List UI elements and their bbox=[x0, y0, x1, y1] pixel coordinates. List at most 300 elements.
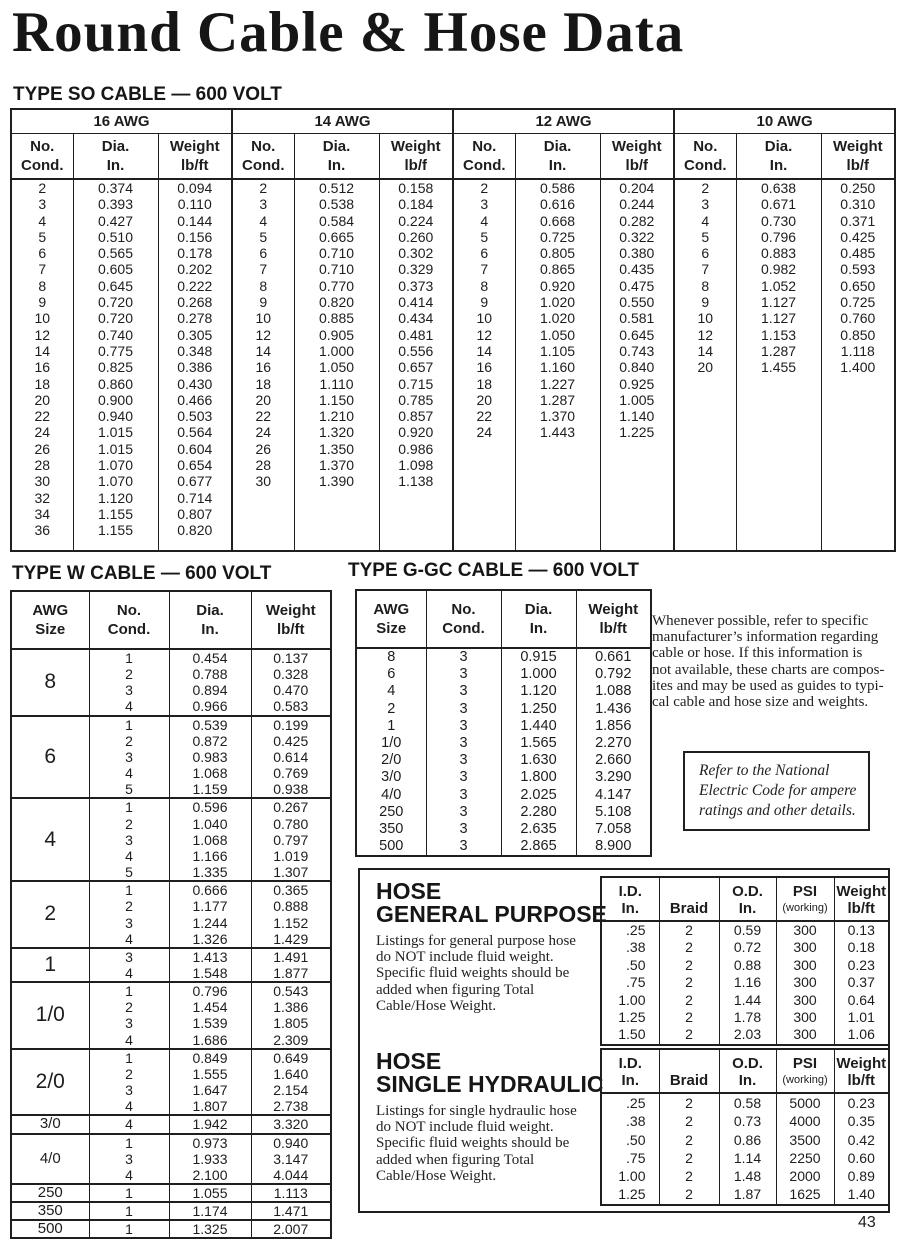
cell: 1.565 bbox=[501, 735, 576, 752]
cell: 0.485 bbox=[821, 245, 895, 261]
cell: 0.89 bbox=[834, 1167, 889, 1185]
cell bbox=[736, 376, 821, 392]
cell: 0.796 bbox=[169, 982, 251, 999]
cell: 18 bbox=[11, 376, 73, 392]
cell: 2 bbox=[89, 733, 169, 749]
text-line: cable or hose. If this information is bbox=[652, 645, 863, 662]
cell: 0.512 bbox=[294, 179, 379, 196]
cell: 3 bbox=[426, 718, 501, 735]
column-header: No. Cond. bbox=[426, 590, 501, 648]
text-line: Listings for single hydraulic hose bbox=[376, 1103, 577, 1119]
cell: 0.72 bbox=[719, 939, 776, 956]
cell: 350 bbox=[356, 821, 426, 838]
cell: 0.616 bbox=[515, 196, 600, 212]
cell: 0.583 bbox=[251, 698, 331, 715]
cell: 0.199 bbox=[251, 716, 331, 733]
cell: .38 bbox=[601, 939, 659, 956]
cell: 4 bbox=[89, 1115, 169, 1133]
hose-subtitle: GENERAL PURPOSE bbox=[376, 901, 607, 927]
cell: 0.302 bbox=[379, 245, 453, 261]
cell: 300 bbox=[776, 992, 834, 1009]
cell: 12 bbox=[232, 327, 294, 343]
cell: 6 bbox=[453, 245, 515, 261]
table-row bbox=[11, 278, 895, 294]
cell: 0.973 bbox=[169, 1134, 251, 1151]
cell: 4 bbox=[89, 965, 169, 982]
table-row bbox=[11, 392, 895, 408]
cell: 0.329 bbox=[379, 261, 453, 277]
cell: 3.320 bbox=[251, 1115, 331, 1133]
column-header: Dia. In. bbox=[501, 590, 576, 648]
so-cable-heading: TYPE SO CABLE — 600 VOLT bbox=[13, 84, 282, 105]
cell: 2 bbox=[659, 921, 719, 939]
cell: 0.900 bbox=[73, 392, 158, 408]
cell: 0.386 bbox=[158, 359, 232, 375]
cell bbox=[600, 441, 674, 457]
cell: 5 bbox=[453, 229, 515, 245]
cell: 0.23 bbox=[834, 1093, 889, 1112]
cell: 1.877 bbox=[251, 965, 331, 982]
hose-title: HOSE bbox=[376, 878, 442, 904]
table-row bbox=[11, 982, 331, 999]
cell: 0.158 bbox=[379, 179, 453, 196]
awg-size-cell: 3/0 bbox=[11, 1115, 89, 1133]
cell: 2000 bbox=[776, 1167, 834, 1185]
cell: 1.454 bbox=[169, 999, 251, 1015]
cell: 1.050 bbox=[294, 359, 379, 375]
cell: 0.668 bbox=[515, 213, 600, 229]
table-row bbox=[11, 261, 895, 277]
cell: 8 bbox=[674, 278, 736, 294]
cell: 14 bbox=[453, 343, 515, 359]
page-title: Round Cable & Hose Data bbox=[12, 1, 685, 64]
table-row bbox=[11, 522, 895, 538]
cell: 2 bbox=[659, 1131, 719, 1149]
cell: 2.270 bbox=[576, 735, 651, 752]
cell: 0.654 bbox=[158, 457, 232, 473]
cell: 8 bbox=[356, 648, 426, 666]
cell: 1.055 bbox=[169, 1184, 251, 1202]
column-header: O.D. In. bbox=[719, 877, 776, 921]
cell: 0.720 bbox=[73, 294, 158, 310]
cell: 1.805 bbox=[251, 1015, 331, 1031]
cell: 1.287 bbox=[515, 392, 600, 408]
cell: 3 bbox=[426, 648, 501, 666]
cell: 7 bbox=[232, 261, 294, 277]
cell: 34 bbox=[11, 506, 73, 522]
cell: 1.174 bbox=[169, 1202, 251, 1220]
cell: 16 bbox=[453, 359, 515, 375]
cell: 1.210 bbox=[294, 408, 379, 424]
cell: 1.070 bbox=[73, 457, 158, 473]
cell bbox=[674, 457, 736, 473]
cell: 0.649 bbox=[251, 1049, 331, 1066]
cell: 4 bbox=[89, 931, 169, 948]
cell: 5 bbox=[232, 229, 294, 245]
cell: 0.596 bbox=[169, 798, 251, 815]
awg-size-cell: 6 bbox=[11, 716, 89, 799]
cell: 4 bbox=[232, 213, 294, 229]
cell bbox=[453, 522, 515, 538]
table-row bbox=[11, 506, 895, 522]
cell: 0.454 bbox=[169, 649, 251, 666]
hose-description bbox=[376, 1103, 601, 1184]
cell: 1.325 bbox=[169, 1220, 251, 1238]
table-row bbox=[601, 939, 889, 956]
cell: 0.435 bbox=[600, 261, 674, 277]
cell: 1.005 bbox=[600, 392, 674, 408]
cell: 3 bbox=[426, 666, 501, 683]
cell: 0.614 bbox=[251, 749, 331, 765]
cell: 2 bbox=[356, 701, 426, 718]
cell: 1.152 bbox=[251, 915, 331, 931]
cell: 0.86 bbox=[719, 1131, 776, 1149]
cell: 1.244 bbox=[169, 915, 251, 931]
page-number: 43 bbox=[858, 1214, 876, 1231]
table-row bbox=[601, 877, 889, 921]
cell: 5 bbox=[11, 229, 73, 245]
column-header: No. Cond. bbox=[674, 133, 736, 179]
cell bbox=[515, 539, 600, 551]
cell: 7 bbox=[453, 261, 515, 277]
cell: 0.224 bbox=[379, 213, 453, 229]
cell: 4 bbox=[89, 698, 169, 715]
cell: 5000 bbox=[776, 1093, 834, 1112]
cell: 0.840 bbox=[600, 359, 674, 375]
cell: 8 bbox=[453, 278, 515, 294]
column-header: Braid bbox=[659, 1049, 719, 1093]
table-row bbox=[11, 649, 331, 666]
cell: 0.328 bbox=[251, 666, 331, 682]
cell: 0.645 bbox=[600, 327, 674, 343]
cell: 0.730 bbox=[736, 213, 821, 229]
cell: 0.885 bbox=[294, 310, 379, 326]
cell bbox=[600, 539, 674, 551]
cell: 3 bbox=[89, 832, 169, 848]
cell bbox=[515, 522, 600, 538]
cell: 1 bbox=[89, 649, 169, 666]
cell: 3 bbox=[89, 682, 169, 698]
text-line: Listings for general purpose hose bbox=[376, 933, 576, 949]
cell: 1.78 bbox=[719, 1009, 776, 1026]
text-line: manufacturer’s information regarding bbox=[652, 629, 879, 646]
cell: 3 bbox=[674, 196, 736, 212]
cell: 1.138 bbox=[379, 473, 453, 489]
cell: 300 bbox=[776, 939, 834, 956]
w-cable-table bbox=[10, 590, 332, 1239]
cell: 1.050 bbox=[515, 327, 600, 343]
table-row bbox=[11, 948, 331, 965]
column-header: I.D. In. bbox=[601, 877, 659, 921]
cell: 0.780 bbox=[251, 816, 331, 832]
cell: 0.915 bbox=[501, 648, 576, 666]
table-row bbox=[11, 591, 331, 649]
cell: 2 bbox=[11, 179, 73, 196]
cell: 0.605 bbox=[73, 261, 158, 277]
cell: 3.147 bbox=[251, 1151, 331, 1167]
cell: 0.510 bbox=[73, 229, 158, 245]
cell: 0.581 bbox=[600, 310, 674, 326]
table-row bbox=[11, 1049, 331, 1066]
cell: 0.657 bbox=[379, 359, 453, 375]
table-row bbox=[356, 648, 651, 666]
cell: 36 bbox=[11, 522, 73, 538]
cell: 1.250 bbox=[501, 701, 576, 718]
column-header: Dia. In. bbox=[736, 133, 821, 179]
cell: 0.807 bbox=[158, 506, 232, 522]
cell: 0.58 bbox=[719, 1093, 776, 1112]
ggc-cable-heading: TYPE G-GC CABLE — 600 VOLT bbox=[348, 560, 640, 581]
table-row bbox=[11, 343, 895, 359]
cell: 3 bbox=[426, 735, 501, 752]
cell: 1.25 bbox=[601, 1185, 659, 1204]
cell: 1.06 bbox=[834, 1026, 889, 1044]
cell: 1.326 bbox=[169, 931, 251, 948]
cell bbox=[821, 424, 895, 440]
cell bbox=[158, 539, 232, 551]
cell: 4 bbox=[11, 213, 73, 229]
cell: 2 bbox=[659, 1149, 719, 1167]
cell: 1.440 bbox=[501, 718, 576, 735]
cell: 0.466 bbox=[158, 392, 232, 408]
cell: 0.725 bbox=[515, 229, 600, 245]
cell: 3 bbox=[453, 196, 515, 212]
awg-size-cell: 350 bbox=[11, 1202, 89, 1220]
text-line: added when figuring Total bbox=[376, 981, 535, 998]
cell: 2250 bbox=[776, 1149, 834, 1167]
cell bbox=[515, 457, 600, 473]
cell: 0.427 bbox=[73, 213, 158, 229]
table-row bbox=[11, 408, 895, 424]
cell: 0.425 bbox=[821, 229, 895, 245]
cell: 300 bbox=[776, 921, 834, 939]
column-header: Dia. In. bbox=[73, 133, 158, 179]
cell: 0.825 bbox=[73, 359, 158, 375]
awg-size-cell: 1 bbox=[11, 948, 89, 982]
cell: 1.630 bbox=[501, 752, 576, 769]
cell bbox=[453, 457, 515, 473]
cell: 7 bbox=[674, 261, 736, 277]
table-row bbox=[356, 752, 651, 769]
cell: 2.865 bbox=[501, 838, 576, 856]
cell: 4000 bbox=[776, 1112, 834, 1130]
cell: 1.088 bbox=[576, 683, 651, 700]
cell: 3 bbox=[426, 769, 501, 786]
cell: 6 bbox=[232, 245, 294, 261]
cell bbox=[821, 522, 895, 538]
table-row bbox=[356, 735, 651, 752]
cell: 0.888 bbox=[251, 898, 331, 914]
cell: 0.244 bbox=[600, 196, 674, 212]
cell: 6 bbox=[11, 245, 73, 261]
cell: 2.635 bbox=[501, 821, 576, 838]
cell: 0.849 bbox=[169, 1049, 251, 1066]
cell bbox=[736, 490, 821, 506]
cell: 0.204 bbox=[600, 179, 674, 196]
cell: 0.260 bbox=[379, 229, 453, 245]
hose-subtitle: SINGLE HYDRAULIC bbox=[376, 1071, 604, 1097]
table-row bbox=[601, 992, 889, 1009]
cell: 0.820 bbox=[294, 294, 379, 310]
cell: 0.250 bbox=[821, 179, 895, 196]
cell: 0.374 bbox=[73, 179, 158, 196]
hose-description bbox=[376, 933, 601, 1014]
cell bbox=[674, 424, 736, 440]
table-row bbox=[601, 957, 889, 974]
cell: 1.070 bbox=[73, 473, 158, 489]
cell: 300 bbox=[776, 974, 834, 991]
cell: 0.556 bbox=[379, 343, 453, 359]
cell: 1.800 bbox=[501, 769, 576, 786]
table-row bbox=[11, 245, 895, 261]
cell: 1.942 bbox=[169, 1115, 251, 1133]
text-line: Electric Code for ampere bbox=[699, 782, 857, 799]
cell bbox=[821, 539, 895, 551]
cell: 0.666 bbox=[169, 881, 251, 898]
cell: 0.88 bbox=[719, 957, 776, 974]
cell: 2 bbox=[659, 957, 719, 974]
hose-general-purpose-text bbox=[376, 878, 607, 1014]
cell bbox=[453, 506, 515, 522]
cell: 0.966 bbox=[169, 698, 251, 715]
cell: 7 bbox=[11, 261, 73, 277]
cell: 2 bbox=[659, 939, 719, 956]
cell: 1 bbox=[89, 881, 169, 898]
cell: 0.565 bbox=[73, 245, 158, 261]
cell: 2.309 bbox=[251, 1032, 331, 1049]
cell: 2.280 bbox=[501, 804, 576, 821]
awg-group-label: 14 AWG bbox=[232, 109, 453, 133]
column-header: Weight lb/ft bbox=[834, 877, 889, 921]
cell: 0.586 bbox=[515, 179, 600, 196]
cell: 1.370 bbox=[294, 457, 379, 473]
cell: 0.380 bbox=[600, 245, 674, 261]
cell: 0.860 bbox=[73, 376, 158, 392]
cell: 2.007 bbox=[251, 1220, 331, 1238]
column-header: I.D. In. bbox=[601, 1049, 659, 1093]
cell: 1.413 bbox=[169, 948, 251, 965]
cell: 0.538 bbox=[294, 196, 379, 212]
cell: 1.227 bbox=[515, 376, 600, 392]
cell: 0.905 bbox=[294, 327, 379, 343]
cell: 2 bbox=[659, 1167, 719, 1185]
cell: 0.638 bbox=[736, 179, 821, 196]
awg-size-cell: 500 bbox=[11, 1220, 89, 1238]
cell: 0.110 bbox=[158, 196, 232, 212]
table-row bbox=[601, 1112, 889, 1130]
cell: 1.01 bbox=[834, 1009, 889, 1026]
cell: 3 bbox=[89, 749, 169, 765]
cell: 24 bbox=[11, 424, 73, 440]
cell: 1.015 bbox=[73, 441, 158, 457]
cell bbox=[674, 506, 736, 522]
cell: 18 bbox=[453, 376, 515, 392]
cell: 0.425 bbox=[251, 733, 331, 749]
cell: 300 bbox=[776, 957, 834, 974]
cell: 9 bbox=[453, 294, 515, 310]
cell: 14 bbox=[11, 343, 73, 359]
text-line: cal cable and hose size and weights. bbox=[652, 694, 869, 711]
cell: 0.60 bbox=[834, 1149, 889, 1167]
cell bbox=[515, 490, 600, 506]
cell: 1.640 bbox=[251, 1066, 331, 1082]
cell: 0.769 bbox=[251, 765, 331, 781]
table-row bbox=[356, 666, 651, 683]
cell: 2.100 bbox=[169, 1167, 251, 1184]
cell: 1.127 bbox=[736, 310, 821, 326]
table-row bbox=[356, 821, 651, 838]
hose-general-purpose-table bbox=[600, 876, 890, 1046]
cell: 1.020 bbox=[515, 294, 600, 310]
cell: 0.310 bbox=[821, 196, 895, 212]
column-header: Dia. In. bbox=[294, 133, 379, 179]
cell: 1 bbox=[89, 1134, 169, 1151]
cell: 1.166 bbox=[169, 848, 251, 864]
table-row bbox=[11, 310, 895, 326]
hose-title: HOSE bbox=[376, 1048, 442, 1074]
table-row bbox=[356, 787, 651, 804]
table-row bbox=[11, 196, 895, 212]
cell bbox=[674, 376, 736, 392]
cell bbox=[674, 473, 736, 489]
column-header: No. Cond. bbox=[232, 133, 294, 179]
cell: 2.738 bbox=[251, 1098, 331, 1115]
cell: 22 bbox=[11, 408, 73, 424]
cell: 0.430 bbox=[158, 376, 232, 392]
cell: 2 bbox=[659, 992, 719, 1009]
table-row bbox=[356, 683, 651, 700]
cell: 0.156 bbox=[158, 229, 232, 245]
awg-size-cell: 2/0 bbox=[11, 1049, 89, 1116]
cell: 0.434 bbox=[379, 310, 453, 326]
cell: 0.503 bbox=[158, 408, 232, 424]
cell: 1.113 bbox=[251, 1184, 331, 1202]
cell: 0.671 bbox=[736, 196, 821, 212]
table-row bbox=[356, 769, 651, 786]
cell: 1.019 bbox=[251, 848, 331, 864]
cell: 0.940 bbox=[251, 1134, 331, 1151]
awg-size-cell: 2 bbox=[11, 881, 89, 948]
cell: .25 bbox=[601, 921, 659, 939]
cell bbox=[294, 490, 379, 506]
cell: 0.73 bbox=[719, 1112, 776, 1130]
table-row bbox=[601, 1093, 889, 1112]
cell bbox=[736, 522, 821, 538]
cell: 2 bbox=[232, 179, 294, 196]
cell: 1.335 bbox=[169, 864, 251, 881]
cell: 1.098 bbox=[379, 457, 453, 473]
cell: 0.940 bbox=[73, 408, 158, 424]
cell: .50 bbox=[601, 957, 659, 974]
cell bbox=[515, 473, 600, 489]
cell: 12 bbox=[453, 327, 515, 343]
cell: 1.807 bbox=[169, 1098, 251, 1115]
cell: 10 bbox=[11, 310, 73, 326]
cell: 1.386 bbox=[251, 999, 331, 1015]
cell bbox=[821, 408, 895, 424]
cell: 1.44 bbox=[719, 992, 776, 1009]
cell: 0.222 bbox=[158, 278, 232, 294]
cell bbox=[232, 506, 294, 522]
cell: 1.491 bbox=[251, 948, 331, 965]
cell: 1 bbox=[89, 798, 169, 815]
cell: 20 bbox=[674, 359, 736, 375]
cell bbox=[600, 522, 674, 538]
table-row bbox=[601, 1009, 889, 1026]
cell: 4 bbox=[674, 213, 736, 229]
table-row bbox=[11, 441, 895, 457]
cell: 5.108 bbox=[576, 804, 651, 821]
